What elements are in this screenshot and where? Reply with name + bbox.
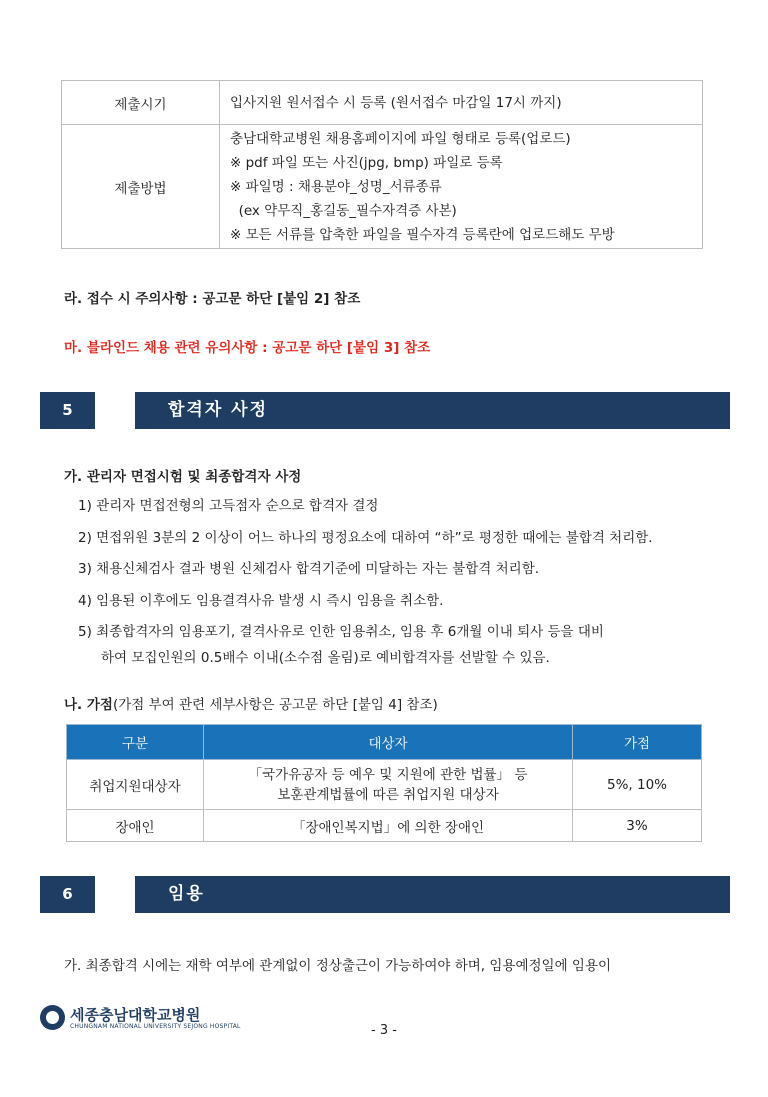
note-ra: 라. 접수 시 주의사항 : 공고문 하단 [붙임 2] 참조 — [64, 291, 361, 307]
subheading-na-note: (가점 부여 관련 세부사항은 공고문 하단 [붙임 4] 참조) — [112, 697, 438, 713]
table-cell — [204, 760, 573, 810]
table-header-row — [67, 725, 702, 760]
table-row — [62, 125, 703, 249]
table-cell: 장애인 — [67, 810, 204, 842]
cell-line: 「국가유공자 등 예우 및 지원에 관한 법률」 등 — [248, 766, 528, 783]
table-row — [67, 760, 702, 810]
list-item: 3) 채용신체검사 결과 병원 신체검사 합격기준에 미달하는 자는 불합격 처리함. — [78, 561, 540, 577]
list-item: 4) 임용된 이후에도 임용결격사유 발생 시 즉시 임용을 취소함. — [78, 593, 444, 609]
section-title: 임용 — [168, 884, 205, 904]
hospital-logo-name: 세종충남대학교병원 — [70, 1006, 201, 1024]
section-6-paragraph: 가. 최종합격 시에는 재학 여부에 관계없이 정상출근이 가능하여야 하며, 임용예정일에 임용이 — [64, 958, 612, 974]
submission-method-line: ※ 파일명 : 채용분야_성명_서류종류 — [230, 178, 442, 195]
page-number: - 3 - — [371, 1023, 397, 1038]
list-item: 2) 면접위원 3분의 2 이상이 어느 하나의 평정요소에 대하여 “하”로 평정한 때에는 불합격 처리함. — [78, 530, 653, 546]
section-6-header — [40, 876, 730, 913]
subheading-ga: 가. 관리자 면접시험 및 최종합격자 사정 — [64, 469, 302, 485]
section-title: 합격자 사정 — [168, 400, 269, 420]
table-cell: 3% — [573, 810, 702, 842]
hospital-logo-subtitle: CHUNGNAM NATIONAL UNIVERSITY SEJONG HOSPITAL — [70, 1023, 241, 1030]
submission-method-line: ※ pdf 파일 또는 사진(jpg, bmp) 파일로 등록 — [230, 154, 503, 171]
section-divider — [95, 392, 135, 429]
section-number: 6 — [62, 885, 73, 903]
subheading-na — [64, 693, 438, 713]
column-header: 대상자 — [204, 725, 573, 760]
submission-method-line: 충남대학교병원 채용홈페이지에 파일 형태로 등록(업로드) — [230, 130, 571, 147]
table-row — [62, 81, 703, 125]
note-ma-warning: 마. 블라인드 채용 관련 유의사항 : 공고문 하단 [붙임 3] 참조 — [64, 340, 431, 356]
bonus-points-table — [66, 724, 702, 842]
column-header: 가점 — [573, 725, 702, 760]
table-cell: 취업지원대상자 — [67, 760, 204, 810]
submission-table — [61, 80, 703, 249]
submission-timing-label: 제출시기 — [62, 81, 220, 125]
section-5-header — [40, 392, 730, 429]
cell-line: 보훈관계법률에 따른 취업지원 대상자 — [277, 786, 499, 803]
table-cell: 5%, 10% — [573, 760, 702, 810]
list-item: 5) 최종합격자의 임용포기, 결격사유로 인한 임용취소, 임용 후 6개월 이내 퇴사 등을 대비 — [78, 624, 604, 640]
table-row — [67, 810, 702, 842]
submission-method-label: 제출방법 — [62, 125, 220, 249]
list-item-continuation: 하여 모집인원의 0.5배수 이내(소수점 올림)로 예비합격자를 선발할 수 있음. — [101, 650, 550, 666]
submission-timing-value: 입사지원 원서접수 시 등록 (원서접수 마감일 17시 까지) — [230, 94, 562, 111]
submission-method-line: ※ 모든 서류를 압축한 파일을 필수자격 등록란에 업로드해도 무방 — [230, 226, 615, 243]
section-number: 5 — [62, 401, 73, 419]
column-header: 구분 — [67, 725, 204, 760]
table-cell: 「장애인복지법」에 의한 장애인 — [204, 810, 573, 842]
submission-method-line: (ex 약무직_홍길동_필수자격증 사본) — [230, 202, 457, 219]
list-item: 1) 관리자 면접전형의 고득점자 순으로 합격자 결정 — [78, 498, 379, 514]
section-divider — [95, 876, 135, 913]
subheading-na-label: 나. 가점 — [64, 697, 113, 713]
